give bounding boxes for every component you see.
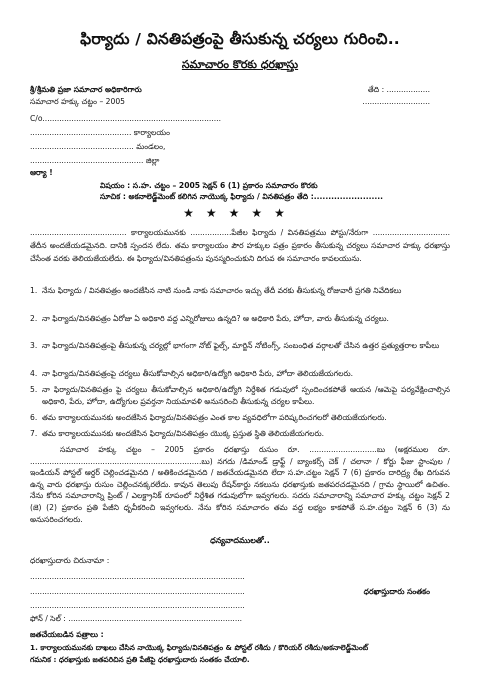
district-line: ............................................... జిల్లా bbox=[30, 156, 160, 165]
salutation: ఆర్యా ! bbox=[30, 168, 53, 177]
list-item-3-text: నా ఫిర్యాదు/వినతిపత్రంపై తీసుకున్న చర్యల్లో భాగంగా నోట్ ఫైల్స్, మార్జిన్ నోటింగ్స్, సంబంధిత వర్గాలతో చేసిన ఉత్తర ప్రత్యుత్తరాల కాపీలు bbox=[42, 341, 440, 350]
list-item-5-text: నా ఫిర్యాదు/వినతిపత్రం పై చర్యలు తీసుకోవాల్సిన అధికారి/ఉద్యోగి నిర్దేశిత గడువులో స్పందించకపోతే ఆయన /ఆమెపై పర్యవేక్షించాల్సిన అధికారి, పేరు, హోదా, ఉద్యోగుల ప్రవర్తనా నియమావళి అనుసరించి తీసుకున్న చర్యల కాపీలు. bbox=[42, 385, 450, 406]
address-line-3: ......................................................................................... bbox=[30, 601, 245, 610]
header-row-act bbox=[30, 97, 450, 107]
mandal-line: ........................................... మండలం, bbox=[30, 142, 166, 151]
list-item-6 bbox=[30, 412, 450, 424]
header-row-officer bbox=[30, 85, 450, 95]
address-line-2-dots: ......................................................................................... bbox=[30, 587, 245, 596]
list-item-4-number: 4. bbox=[30, 369, 38, 378]
list-item-3 bbox=[30, 340, 450, 352]
body-paragraph: ........................................ కార్యాలయమునకు .................పేజీల ఫిర్యాదు / వినతిపత్రము పోస్టు/నేరుగా ................................ తేదీన అందజేయడమైనది. దానికి స్పందన లేదు. తమ కార్యాలయం పౌర హక్కుల పత్రం ప్రకారం తీసుకున్న చర్యలు సమాచార హక్కు ధరఖాస్తు చేసేంత వరకు తెలియజేయలేదు. ఈ ఫిర్యాదు/వినతిపత్రంను పునస్మరించుకుని దిగువ ఈ సమాచారం కావలయును. bbox=[30, 228, 450, 264]
list-item-2 bbox=[30, 313, 450, 325]
list-item-6-number: 6. bbox=[30, 413, 38, 422]
list-item-7 bbox=[30, 428, 450, 440]
list-item-5 bbox=[30, 384, 450, 408]
signature-label: ధరఖాస్తుదారు సంతకం bbox=[363, 587, 430, 596]
list-item-7-number: 7. bbox=[30, 429, 38, 438]
list-item-7-text: తమ కార్యాలయమునకు అందజేసిన ఫిర్యాదు/వినతిపత్రం యొక్క ప్రస్తుత స్థితి తెలియజేయగలరు. bbox=[42, 429, 325, 438]
enclosures-heading: జతచేయబడిన పత్రాలు : bbox=[30, 630, 104, 639]
document-subtitle bbox=[0, 58, 480, 74]
document-title: ఫిర్యాదు / వినతిపత్రంపై తీసుకున్న చర్యలు గురించి.. bbox=[80, 30, 400, 48]
phone-line: ఫోన్ / సెల్ : ........................................................................ bbox=[30, 614, 243, 623]
list-item-2-number: 2. bbox=[30, 314, 38, 323]
list-item-1 bbox=[30, 285, 450, 297]
list-item-2-text: నా ఫిర్యాదు/వినతిపత్రం ఏరోజు ఏ అధికారి వద్ద ఎన్నిరోజులు ఉన్నది? ఆ అధికారి పేరు, హోదా, వారు తీసుకున్న చర్యలు. bbox=[42, 314, 389, 323]
address-line-1: ......................................................................................... bbox=[30, 572, 245, 581]
reference-line: సూచిక : అకనాలెడ్జ్‌మెంట్ కలిగిన నాయొక్క ఫిర్యాదు / వినతిపత్రం తేది :........................ bbox=[100, 192, 384, 201]
act-line: సమాచార హక్కు చట్టం – 2005 bbox=[30, 97, 125, 106]
list-item-4-text: నా ఫిర్యాదు/వినతిపత్రంపై చర్యలు తీసుకోవాల్సిన అధికారి/ఉద్యోగి అధికారి పేరు, హోదా తెలియజేయగలరు. bbox=[42, 369, 354, 378]
list-item-4 bbox=[30, 368, 450, 380]
fee-paragraph: సమాచార హక్కు చట్టం – 2005 ప్రకారం ధరఖాస్తు రుసుం రూ. ............................బు (అక్షరముల రూ. .......................................................................బు) నగదు /డిమాండ్ డ్రాఫ్ట్ / బ్యాంకర్స్ చెక్ / చలానా / కోర్టు ఫీజు స్టాంపుల / ఇండియన్ పోస్టల్ ఆర్డర్ చెల్లించడమైనది / అతికించడమైనది / జతచేయడమైనది లేదా స.హ.చట్టం సెక్షన్ 7 (6) ప్రకారం దారిద్ర్య రేఖ దిగువన ఉన్న వారు ధరఖాస్తు రుసుం చెల్లించనక్కరలేదు. కావున తెలుపు రేషన్‌కార్డు నకలును ధరఖాస్తుకు జతపరచడమైనది / గ్రామ స్థాయిలో ఉచితం. నేను కోరిన సమాచారాన్ని ప్రింట్ / ఎలక్ట్రానిక్ రూపంలో నిర్దేశిత గడువులోగా ఇవ్వగలరు. సదరు సమాచారాన్ని సమాచార హక్కు చట్టం సెక్షన్ 2 (జె) (2) ప్రకారం ప్రతి పేజీని ధృవీకరించి ఇవ్వగలరు. నేను కోరిన సమాచారం తమ వద్ద లభ్యం కాకపోతే స.హ.చట్టం సెక్షన్ 6 (3) ను అనుసరించగలరు. bbox=[30, 445, 450, 524]
officer-line: శ్రీ/శ్రీమతి ప్రజా సమాచార అధికారిగారు bbox=[30, 85, 142, 94]
list-item-1-number: 1. bbox=[30, 286, 38, 295]
enclosure-item-1: 1. కార్యాలయమునకు దాఖలు చేసిన నాయొక్క ఫిర్యాదు/వినతిపత్రం & పోస్టల్ రశీదు / కొరియర్ రశీదు/అకనాలెడ్జ్‌మెంట్ bbox=[30, 643, 369, 652]
office-line: .......................................... కార్యాలయం bbox=[30, 128, 170, 137]
list-item-6-text: తమ కార్యాలయమునకు అందజేసిన ఫిర్యాదు/వినతిపత్రం ఎంత కాల వ్యవధిలోగా పరిష్కరించగలరో తెలియజేయగలరు. bbox=[42, 413, 387, 422]
list-item-3-number: 3. bbox=[30, 341, 38, 350]
note-line: గమనిక : ధరఖాస్తుకు జతపరిచిన ప్రతి పేజీపై ధరఖాస్తుదారు సంతకం చేయాలి. bbox=[30, 655, 250, 664]
star-separator: ★★★★★ bbox=[183, 206, 297, 220]
list-item-1-text: నేను ఫిర్యాదు / వినతిపత్రం అందజేసిన నాటి నుండి నాకు సమాచారం ఇచ్చు తేదీ వరకు తీసుకున్న రోజువారీ ప్రగతి నివేదికలు bbox=[42, 286, 402, 295]
date-label: తేది : .................. bbox=[367, 85, 430, 94]
date-dots: ............................ bbox=[362, 97, 430, 106]
thanks-line: ధన్యవాదములతో.. bbox=[210, 536, 270, 545]
address-line-2 bbox=[30, 587, 450, 597]
co-line: C/o.......................................................................... bbox=[30, 114, 221, 123]
subject-line: విషయం : స.హ. చట్టం – 2005 సెక్షన్ 6 (1) ప్రకారం సమాచారం కొరకు bbox=[100, 181, 318, 190]
document-subtitle-text: సమాచారం కొరకు ధరఖాస్తు bbox=[181, 58, 299, 71]
list-item-5-number: 5. bbox=[30, 385, 38, 394]
address-label: ధరఖాస్తుదారు చిరునామా : bbox=[30, 556, 110, 565]
